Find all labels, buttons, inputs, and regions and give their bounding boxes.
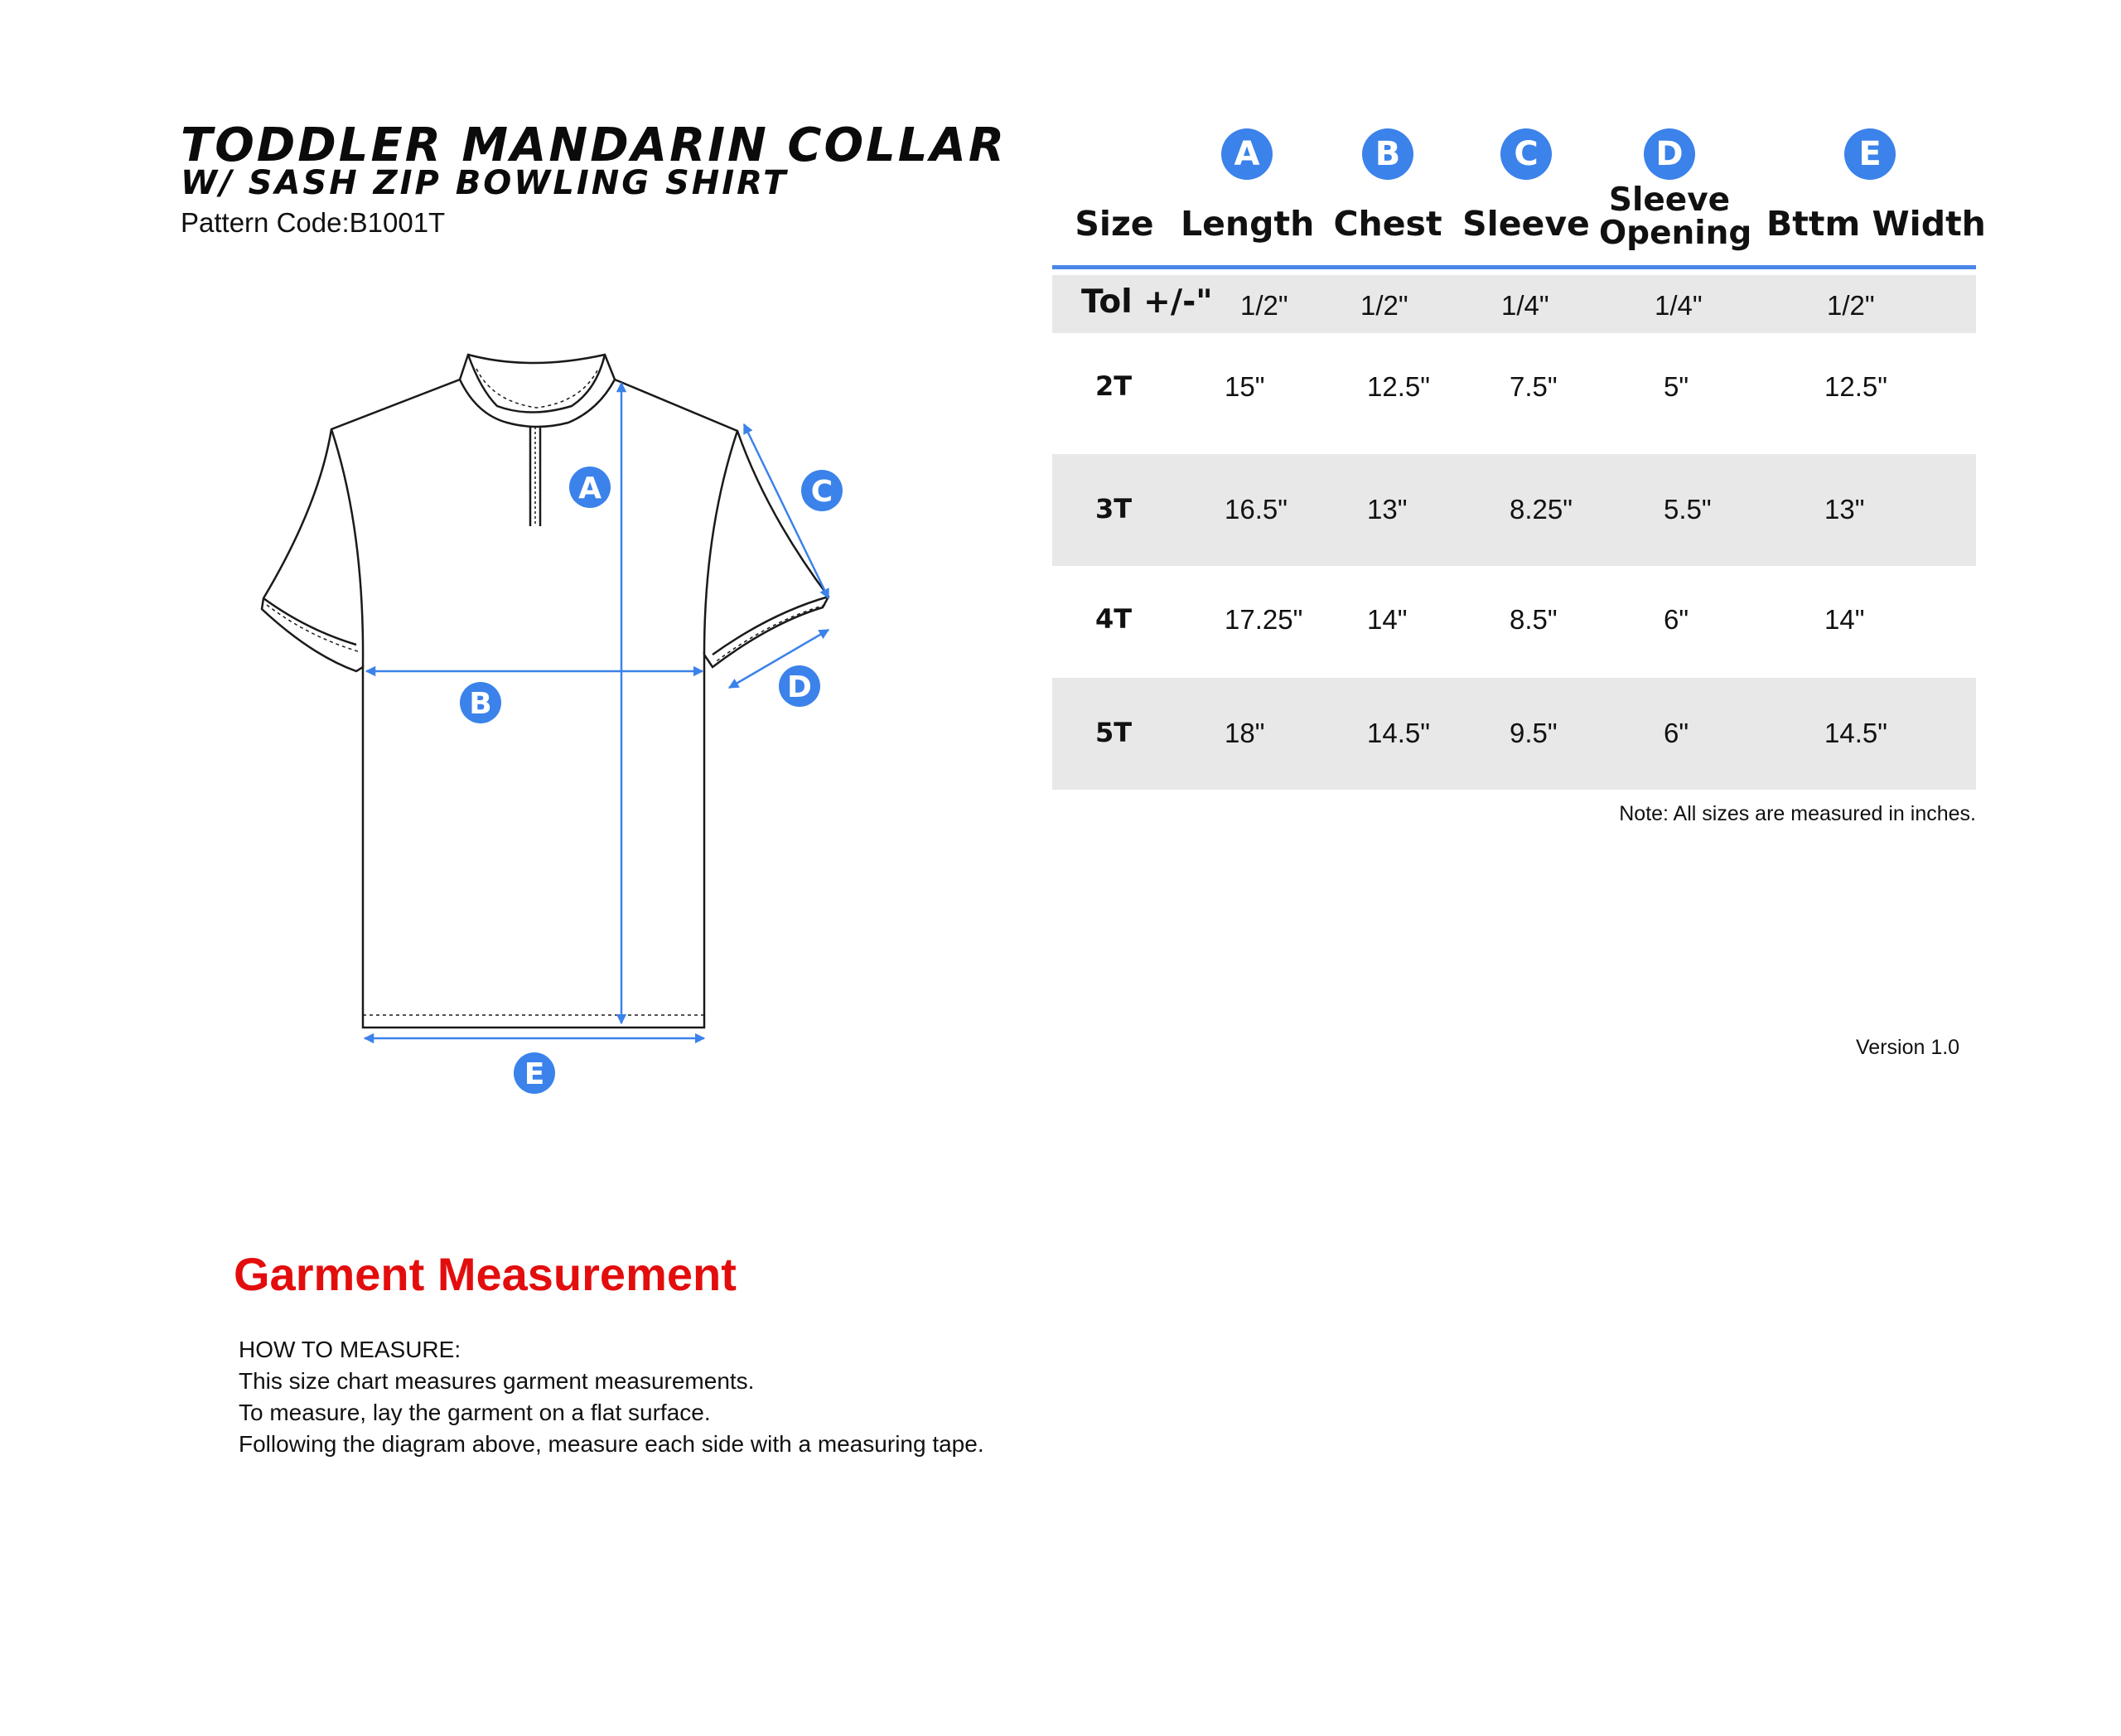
marker-a [569,467,611,508]
marker-e [514,1052,555,1094]
chest-value: 14" [1367,604,1408,635]
chest-value: 13" [1367,494,1408,525]
header-sleeve-opening [1599,124,1752,252]
header-badge-c: C [1500,128,1552,180]
shirt-measurement-diagram [249,331,878,1110]
product-title-line1: TODDLER MANDARIN COLLAR [181,118,1007,172]
marker-b [460,682,501,723]
marker-c [801,470,843,511]
table-row [1052,566,1976,678]
size-label: 2T [1095,370,1133,402]
how-to-line: This size chart measures garment measurements. [239,1368,755,1394]
header-sleeve-opening-line2: Opening [1599,215,1752,252]
size-table [1052,124,1986,748]
header-length-label: Length [1181,204,1315,244]
bottom-width-value: 14" [1824,604,1865,635]
table-row [1052,333,1976,445]
tolerance-chest: 1/2" [1360,290,1408,321]
marker-b-label: B [469,687,492,721]
length-value: 18" [1225,718,1265,748]
header-badge-d: D [1644,128,1695,180]
marker-d-label: D [787,670,812,704]
header-length [1181,124,1315,244]
header-rule [1052,265,1976,269]
tolerance-row [1052,275,1976,333]
sleeve-opening-value: 5" [1664,371,1689,402]
header-badge-e: E [1844,128,1896,180]
tolerance-length: 1/2" [1240,290,1288,321]
length-value: 17.25" [1225,604,1303,635]
chest-value: 12.5" [1367,371,1430,402]
garment-measurement-title: Garment Measurement [234,1248,737,1300]
table-row [1052,454,1976,566]
length-value: 16.5" [1225,494,1288,525]
chest-value: 14.5" [1367,718,1430,748]
shirt-outline [262,355,829,1028]
header-chest [1317,124,1458,244]
sleeve-value: 9.5" [1510,718,1558,748]
header-sleeve-opening-line1: Sleeve [1608,181,1731,219]
tolerance-sleeve: 1/4" [1501,290,1549,321]
marker-e-label: E [524,1057,545,1091]
header-bottom-width-label: Bttm Width [1766,204,1986,244]
how-to-line: To measure, lay the garment on a flat surface. [239,1400,711,1425]
length-value: 15" [1225,371,1265,402]
size-label: 4T [1095,603,1133,635]
sleeve-opening-value: 6" [1664,604,1689,635]
header-chest-label: Chest [1333,204,1442,244]
sleeve-opening-value: 5.5" [1664,494,1712,525]
size-label: 5T [1095,717,1133,748]
header-badge-a: A [1221,128,1273,180]
table-row [1052,678,1976,790]
header-sleeve-label: Sleeve [1462,204,1590,244]
how-to-measure-text [239,1334,984,1460]
table-header-row [1052,124,1986,265]
version-label: Version 1.0 [1856,1036,1960,1059]
sleeve-value: 8.25" [1510,494,1573,525]
how-to-line: Following the diagram above, measure each side with a measuring tape. [239,1431,984,1457]
tolerance-label: Tol +/-" [1081,283,1213,321]
tolerance-sleeve-opening: 1/4" [1655,290,1703,321]
header-bottom-width [1766,124,1986,244]
size-label: 3T [1095,493,1133,525]
marker-c-label: C [810,475,833,509]
how-to-line: HOW TO MEASURE: [239,1337,461,1362]
header-badge-b: B [1362,128,1413,180]
measurement-note: Note: All sizes are measured in inches. [1619,802,1976,825]
product-title-line2: W/ SASH ZIP BOWLING SHIRT [181,164,789,202]
marker-a-label: A [578,471,602,505]
sleeve-opening-value: 6" [1664,718,1689,748]
pattern-code: Pattern Code:B1001T [181,207,446,238]
sleeve-value: 7.5" [1510,371,1558,402]
header-sleeve [1460,124,1592,244]
marker-d [779,665,820,707]
header-size-label: Size [1075,204,1154,244]
header-sleeve-opening-label [1599,181,1752,252]
bottom-width-value: 13" [1824,494,1865,525]
bottom-width-value: 12.5" [1824,371,1887,402]
sleeve-value: 8.5" [1510,604,1558,635]
bottom-width-value: 14.5" [1824,718,1887,748]
tolerance-bottom-width: 1/2" [1827,290,1875,321]
